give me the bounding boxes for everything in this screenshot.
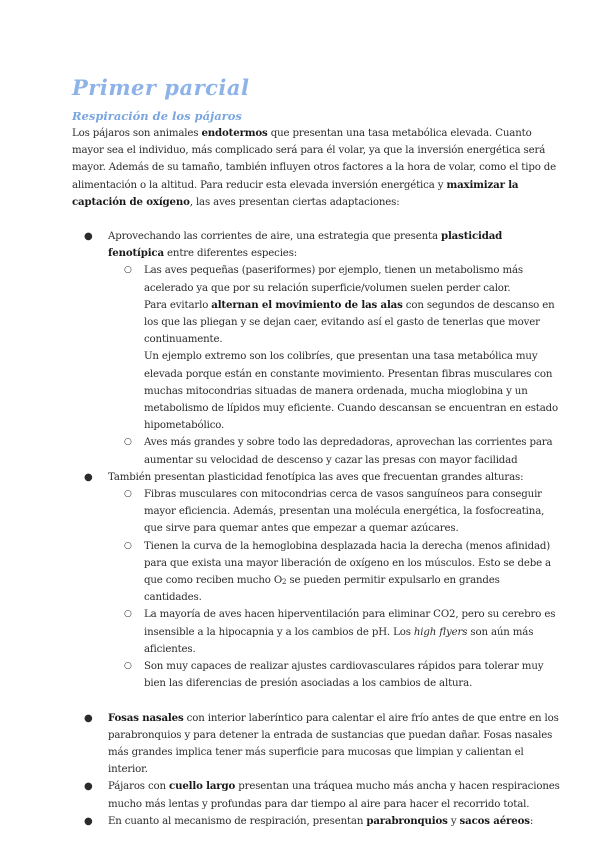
section-subtitle: Respiración de los pájaros <box>72 109 242 123</box>
sub-item-text: Son muy capaces de realizar ajustes cardiovasculares rápidos para tolerar muy bien las diferencias de presión asociadas a los cambios de altura. <box>144 661 544 690</box>
sub-item-text <box>144 606 560 658</box>
intro-text: que presentan una tasa metabólica elevada. Cuanto mayor sea el individuo, más complicado será para él volar, ya que la inversión energética será mayor. Además de su tamaño, también influyen otros factores a la hora de volar, como el tipo de alimentación o la altitud. Para reducir esta elevada inversión energética y <box>72 128 557 191</box>
sub-list-item <box>108 658 560 692</box>
intro-bold-oxygen: maximizar la captación de oxígeno <box>72 178 519 208</box>
bullet-icon: ● <box>84 471 93 483</box>
item-bold: Fosas nasales <box>108 711 184 724</box>
sub-list <box>108 486 560 692</box>
circle-bullet-icon: ○ <box>124 265 132 276</box>
item-bold: cuello largo <box>169 780 236 793</box>
item-bold: sacos aéreos <box>459 814 530 827</box>
item-text <box>108 228 560 262</box>
item-bold: plasticidad fenotípica <box>108 230 503 260</box>
item-text-part: con interior laberíntico para calentar el aire frío antes de que entre en los parabronquios y para detener la entrada de sustancias que puedan dañar. Fosas nasales más grandes implica tener más superficie para mucosas que limpian y calientan el interior. <box>108 712 559 776</box>
sub-item-text <box>144 538 560 607</box>
sub-list-item <box>108 606 560 658</box>
sub-list <box>108 262 560 468</box>
circle-bullet-icon: ○ <box>124 437 132 448</box>
list-item <box>72 813 560 830</box>
circle-bullet-icon: ○ <box>124 489 132 500</box>
sub-item-text-part: con segundos de descanso en los que las pliegan y se dejan caer, evitando así el gasto de tenerlas que mover continuamente. <box>144 299 555 346</box>
bullet-icon: ● <box>84 231 93 243</box>
sub-list-item <box>108 486 560 538</box>
sub-item-text-part: son aún más aficientes. <box>144 626 534 655</box>
item-text <box>108 710 560 779</box>
item-text: También presentan plasticidad fenotípica las aves que frecuentan grandes alturas: <box>108 471 524 483</box>
list-item <box>72 778 560 812</box>
sub-item-text-part: La mayoría de aves hacen hiperventilación para eliminar CO2, pero su cerebro es insensible a la hipocapnia y a los cambios de pH. Los <box>144 609 556 638</box>
sub-list-item <box>108 538 560 607</box>
item-text-part: Pájaros con <box>108 781 170 793</box>
item-text-part: En cuanto al mecanismo de respiración, presentan <box>108 815 367 827</box>
list-item <box>72 228 560 469</box>
bullet-icon: ● <box>84 781 93 793</box>
item-text-part: entre diferentes especies: <box>163 248 298 260</box>
sub-item-text-part: Tienen la curva de la hemoglobina desplazada hacia la derecha (menos afinidad) para que exista una mayor liberación de oxígeno en los músculos. Esto se debe a que como reciben mucho O <box>144 540 551 587</box>
sub-item-text: Fibras musculares con mitocondrias cerca de vasos sanguíneos para conseguir mayor eficiencia. Además, presentan una molécula energética, la fosfocreatina, que sirve para quemar antes que empezar a quemar azúcares. <box>144 489 545 535</box>
item-text-part: : <box>529 815 534 827</box>
bullet-icon: ● <box>84 815 93 827</box>
sub-item-text: Las aves pequeñas (paseriformes) por ejemplo, tienen un metabolismo más acelerado ya que por su relación superficie/volumen suelen perder calor. <box>144 265 524 294</box>
sub-list-item <box>108 434 560 468</box>
intro-bold-endotermos: endotermos <box>201 127 268 139</box>
intro-paragraph <box>72 125 560 211</box>
list-item <box>72 710 560 779</box>
sub-item-text-part: se pueden permitir expulsarlo en grandes cantidades. <box>144 575 500 604</box>
sub-list-item <box>108 262 560 434</box>
sub-item-text-part: Para evitarlo <box>144 299 212 311</box>
sub-item-text <box>144 297 560 349</box>
adaptations-list <box>72 228 560 830</box>
circle-bullet-icon: ○ <box>124 661 132 672</box>
sub-item-text: Un ejemplo extremo son los colibríes, que presentan una tasa metabólica muy elevada porque están en constante movimiento. Presentan fibras musculares con muchas mitocondrias situadas de manera ordenada, mucha mioglobina y un metabolismo de lípidos muy eficiente. Cuando descansan se encuentran en estado hipometabólico. <box>144 351 559 432</box>
spacer <box>108 693 560 710</box>
sub-item-text: Aves más grandes y sobre todo las depredadoras, aprovechan las corrientes para aumentar su velocidad de descenso y cazar las presas con mayor facilidad <box>144 437 553 466</box>
sub-item-bold: alternan el movimiento de las alas <box>211 298 403 311</box>
item-bold: parabronquios <box>366 814 448 827</box>
circle-bullet-icon: ○ <box>124 540 132 551</box>
list-item <box>72 469 560 710</box>
subscript: 2 <box>282 578 287 587</box>
bullet-icon: ● <box>84 712 93 724</box>
item-text-part: y <box>447 815 460 827</box>
item-text <box>108 778 560 812</box>
intro-text: , las aves presentan ciertas adaptaciones: <box>189 196 400 208</box>
sub-item-italic: high flyers <box>413 626 468 638</box>
item-text <box>108 813 560 830</box>
page-title: Primer parcial <box>72 75 250 100</box>
item-text-part: presentan una tráquea mucho más ancha y hacen respiraciones mucho más lentas y profundas para dar tiempo al aire para hacer el recorrido total. <box>108 781 560 810</box>
intro-text: Los pájaros son animales <box>72 128 202 139</box>
item-text-part: Aprovechando las corrientes de aire, una estrategia que presenta <box>108 231 441 243</box>
circle-bullet-icon: ○ <box>124 609 132 620</box>
